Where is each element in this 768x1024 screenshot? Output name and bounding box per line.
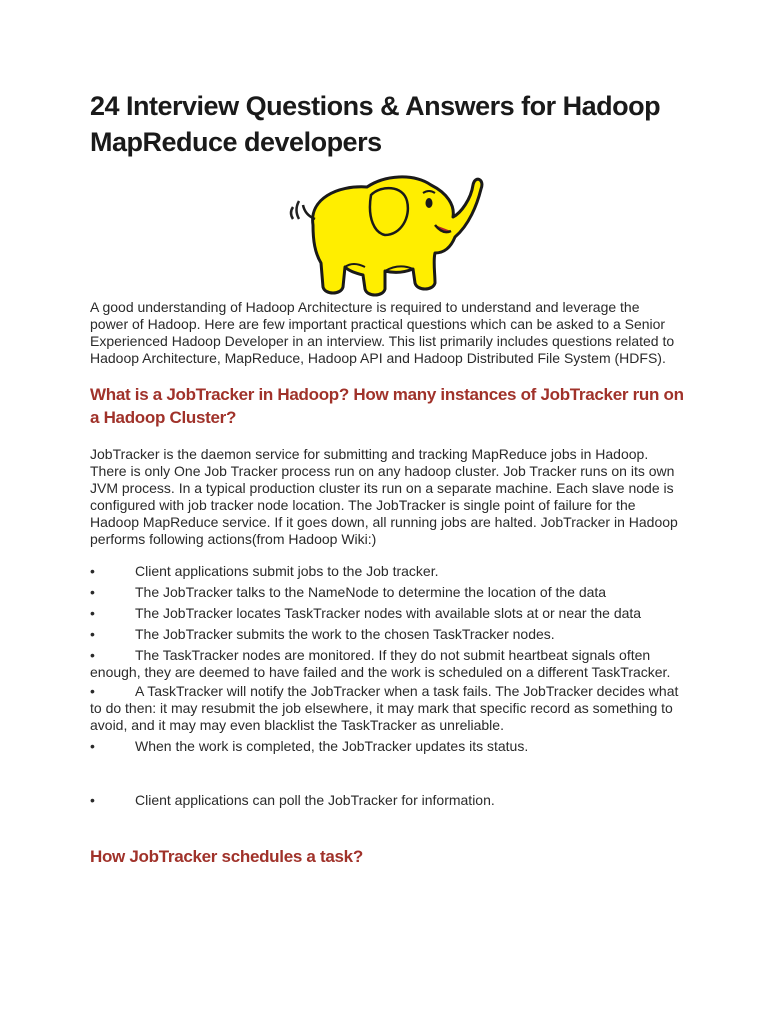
jobtracker-actions-list: [90, 563, 680, 809]
list-item: • When the work is completed, the JobTracker updates its status.: [90, 738, 529, 754]
section-heading-scheduling: How JobTracker schedules a task?: [90, 847, 363, 866]
bullet-marker: •: [90, 563, 95, 579]
jobtracker-paragraph: JobTracker is the daemon service for submitting and tracking MapReduce jobs in Hadoop. There is only One Job Tracker process run on any hadoop cluster. Job Tracker runs on its own JVM process. In a typical production cluster its run on a separate machine. Each slave node is configured with job tracker node location. The JobTracker is single point of failure for the Hadoop MapReduce service. If it goes down, all running jobs are halted. JobTracker in Hadoop performs following actions(from Hadoop Wiki:): [90, 446, 678, 547]
intro-paragraph: A good understanding of Hadoop Architecture is required to understand and leverage the power of Hadoop. Here are few important practical questions which can be asked to a Senior Experienced Hadoop Developer in an interview. This list primarily includes questions related to Hadoop Architecture, MapReduce, Hadoop API and Hadoop Distributed File System (HDFS).: [90, 299, 675, 366]
list-item: • Client applications can poll the JobTracker for information.: [90, 792, 495, 808]
bullet-marker: •: [90, 605, 95, 621]
bullet-marker: •: [90, 647, 95, 663]
list-item: • The JobTracker submits the work to the chosen TaskTracker nodes.: [90, 626, 555, 642]
list-item: • The JobTracker talks to the NameNode to determine the location of the data: [90, 584, 607, 600]
page-title: 24 Interview Questions & Answers for Hadoop MapReduce developers: [90, 91, 661, 157]
hadoop-elephant-icon: [285, 155, 485, 305]
list-item: • Client applications submit jobs to the Job tracker.: [90, 563, 439, 579]
list-item: • The TaskTracker nodes are monitored. If they do not submit heartbeat signals often enough, they are deemed to have failed and the work is scheduled on a different TaskTracker.: [90, 647, 671, 680]
list-item: • The JobTracker locates TaskTracker nodes with available slots at or near the data: [90, 605, 642, 621]
bullet-marker: •: [90, 683, 95, 699]
bullet-marker: •: [90, 584, 95, 600]
section-heading-jobtracker: What is a JobTracker in Hadoop? How many instances of JobTracker run on a Hadoop Cluster?: [90, 385, 684, 427]
bullet-marker: •: [90, 738, 95, 754]
list-item: • A TaskTracker will notify the JobTracker when a task fails. The JobTracker decides what to do then: it may resubmit the job elsewhere, it may mark that specific record as something to avoid, and it may may even blacklist the TaskTracker as unreliable.: [90, 683, 679, 733]
bullet-marker: •: [90, 626, 95, 642]
bullet-marker: •: [90, 792, 95, 808]
